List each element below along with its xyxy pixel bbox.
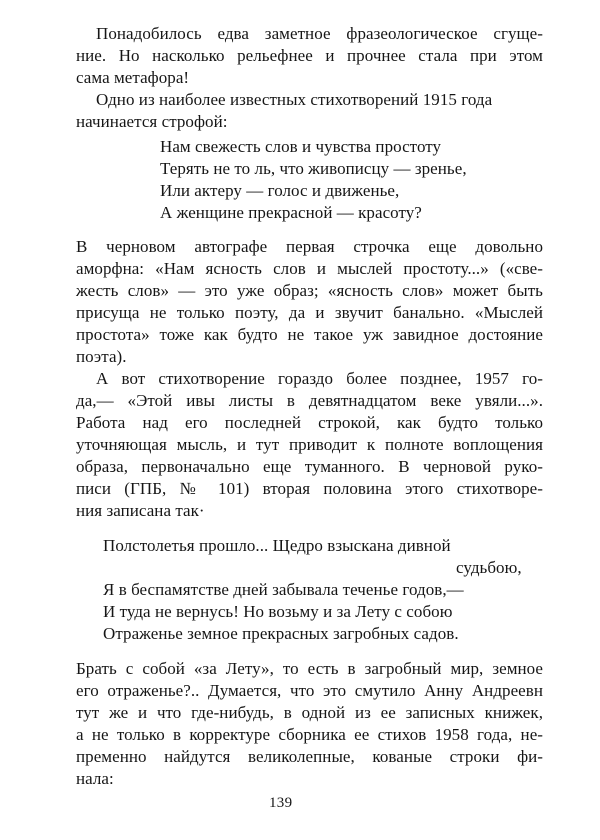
text-line: уточняющая мысль, и тут приводит к полноте воплощения [76, 435, 543, 454]
verse-line: судьбою, [456, 558, 522, 577]
text-line: Одно из наиболее известных стихотворений 1915 года [96, 90, 493, 109]
text-line: сама метафора! [76, 68, 190, 87]
text-line: его отраженье?.. Думается, что это смутило Анну Андреевн [76, 681, 543, 700]
text-line: начинается строфой: [76, 112, 228, 131]
text-line: тут же и что где-нибудь, в одной из ее записных книжек, [76, 703, 543, 722]
text-line: жесть слов» — это уже образ; «ясность слов» может быть [76, 281, 543, 300]
verse-line: А женщине прекрасной — красоту? [160, 203, 422, 222]
text-line: писи (ГПБ, № 101) вторая половина этого стихотворе- [76, 479, 543, 498]
text-line: пременно найдутся великолепные, кованые строки фи- [76, 747, 543, 766]
text-line: В черновом автографе первая строчка еще довольно [76, 237, 543, 256]
verse-line: Нам свежесть слов и чувства простоту [160, 137, 442, 156]
verse-line: Или актеру — голос и движенье, [160, 181, 400, 200]
text-line: Брать с собой «за Лету», то есть в загробный мир, земное [76, 659, 543, 678]
text-line: присуща не только поэту, да и звучит банально. «Мыслей [76, 303, 543, 322]
text-line: Понадобилось едва заметное фразеологическое сгуще- [96, 24, 543, 43]
verse-line: И туда не вернусь! Но возьму и за Лету с собою [103, 602, 453, 621]
text-line: ния записана так· [76, 501, 205, 520]
text-line: аморфна: «Нам ясность слов и мыслей простоту...» («све- [76, 259, 543, 278]
text-line: Работа над его последней строкой, как будто только [76, 413, 543, 432]
text-line: образа, первоначально еще туманного. В черновой руко- [76, 457, 543, 476]
text-line: а не только в корректуре сборника ее стихов 1958 года, не- [76, 725, 543, 744]
page-number: 139 [269, 795, 293, 811]
text-line: простота» тоже как будто не такое уж завидное достояние [76, 325, 543, 344]
verse-line: Я в беспамятстве дней забывала теченье годов,— [103, 580, 464, 599]
text-line: ние. Но насколько рельефнее и прочнее стала при этом [76, 46, 543, 65]
text-line: нала: [76, 769, 114, 788]
book-page [76, 0, 546, 840]
verse-line: Терять не то ль, что живописцу — зренье, [160, 159, 467, 178]
verse-line: Отраженье земное прекрасных загробных садов. [103, 624, 459, 643]
text-line: поэта). [76, 347, 127, 366]
verse-line: Полстолетья прошло... Щедро взыскана дивной [103, 536, 451, 555]
text-line: да,— «Этой ивы листы в девятнадцатом веке увяли...». [76, 391, 543, 410]
text-line: А вот стихотворение гораздо более позднее, 1957 го- [96, 369, 543, 388]
